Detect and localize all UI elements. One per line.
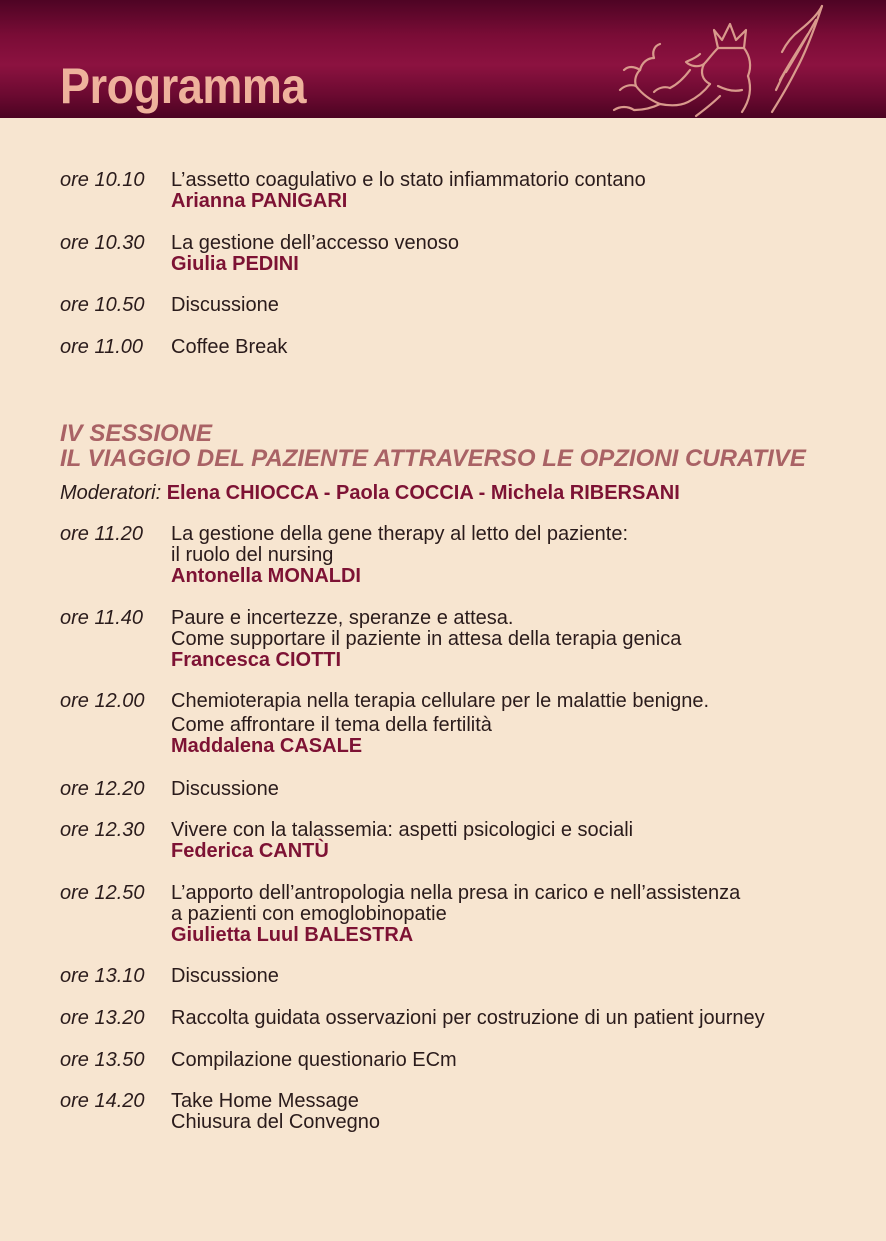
session-heading bbox=[60, 421, 860, 471]
item-title: Discussione bbox=[171, 965, 279, 987]
item-time: ore 10.30 bbox=[60, 232, 145, 254]
item-speaker: Maddalena CASALE bbox=[171, 735, 363, 757]
item-speaker: Arianna PANIGARI bbox=[171, 190, 348, 212]
item-time: ore 12.20 bbox=[60, 778, 145, 800]
item-speaker: Antonella MONALDI bbox=[171, 565, 361, 587]
item-title: Discussione bbox=[171, 778, 279, 800]
item-time: ore 13.50 bbox=[60, 1049, 145, 1071]
session-title: IL VIAGGIO DEL PAZIENTE ATTRAVERSO LE OPZIONI CURATIVE bbox=[60, 445, 806, 472]
item-title-line: Take Home Message bbox=[171, 1090, 359, 1112]
item-title: L’assetto coagulativo e lo stato infiammatorio contano bbox=[171, 169, 646, 191]
item-title-line: La gestione della gene therapy al letto del paziente: bbox=[171, 523, 629, 545]
item-time: ore 10.50 bbox=[60, 294, 145, 316]
moderators bbox=[60, 482, 680, 504]
moderators-names: Elena CHIOCCA - Paola COCCIA - Michela RIBERSANI bbox=[166, 482, 680, 504]
item-time: ore 12.30 bbox=[60, 819, 145, 841]
item-title-line: a pazienti con emoglobinopatie bbox=[171, 903, 447, 925]
item-time: ore 12.00 bbox=[60, 690, 145, 712]
item-title-line: L’apporto dell’antropologia nella presa in carico e nell’assistenza bbox=[171, 882, 741, 904]
item-title-line: il ruolo del nursing bbox=[171, 544, 334, 566]
item-time: ore 12.50 bbox=[60, 882, 145, 904]
page-title: Programma bbox=[60, 58, 307, 114]
item-time: ore 13.10 bbox=[60, 965, 145, 987]
item-speaker: Giulietta Luul BALESTRA bbox=[171, 924, 414, 946]
item-title: Vivere con la talassemia: aspetti psicologici e sociali bbox=[171, 819, 634, 841]
item-speaker: Federica CANTÙ bbox=[171, 840, 329, 862]
item-title: Raccolta guidata osservazioni per costruzione di un patient journey bbox=[171, 1007, 765, 1029]
item-title-line: Come affrontare il tema della fertilità bbox=[171, 714, 492, 736]
item-time: ore 11.40 bbox=[60, 607, 144, 629]
item-title-line: Paure e incertezze, speranze e attesa. bbox=[171, 607, 514, 629]
item-title: Compilazione questionario ECm bbox=[171, 1049, 457, 1071]
item-title-line: Chemioterapia nella terapia cellulare per le malattie benigne. bbox=[171, 690, 710, 712]
item-title: Coffee Break bbox=[171, 336, 288, 358]
item-title: Discussione bbox=[171, 294, 279, 316]
item-title-line: Chiusura del Convegno bbox=[171, 1111, 381, 1133]
session-number: IV SESSIONE bbox=[60, 420, 213, 447]
item-time: ore 14.20 bbox=[60, 1090, 145, 1112]
item-speaker: Giulia PEDINI bbox=[171, 253, 299, 275]
item-title-line: Come supportare il paziente in attesa della terapia genica bbox=[171, 628, 682, 650]
moderators-label: Moderatori: bbox=[60, 482, 162, 504]
item-time: ore 11.00 bbox=[60, 336, 144, 358]
item-title: La gestione dell’accesso venoso bbox=[171, 232, 459, 254]
item-speaker: Francesca CIOTTI bbox=[171, 649, 342, 671]
item-time: ore 11.20 bbox=[60, 523, 144, 545]
header-band bbox=[0, 0, 886, 118]
griffin-icon bbox=[600, 0, 830, 118]
item-time: ore 10.10 bbox=[60, 169, 145, 191]
item-time: ore 13.20 bbox=[60, 1007, 145, 1029]
